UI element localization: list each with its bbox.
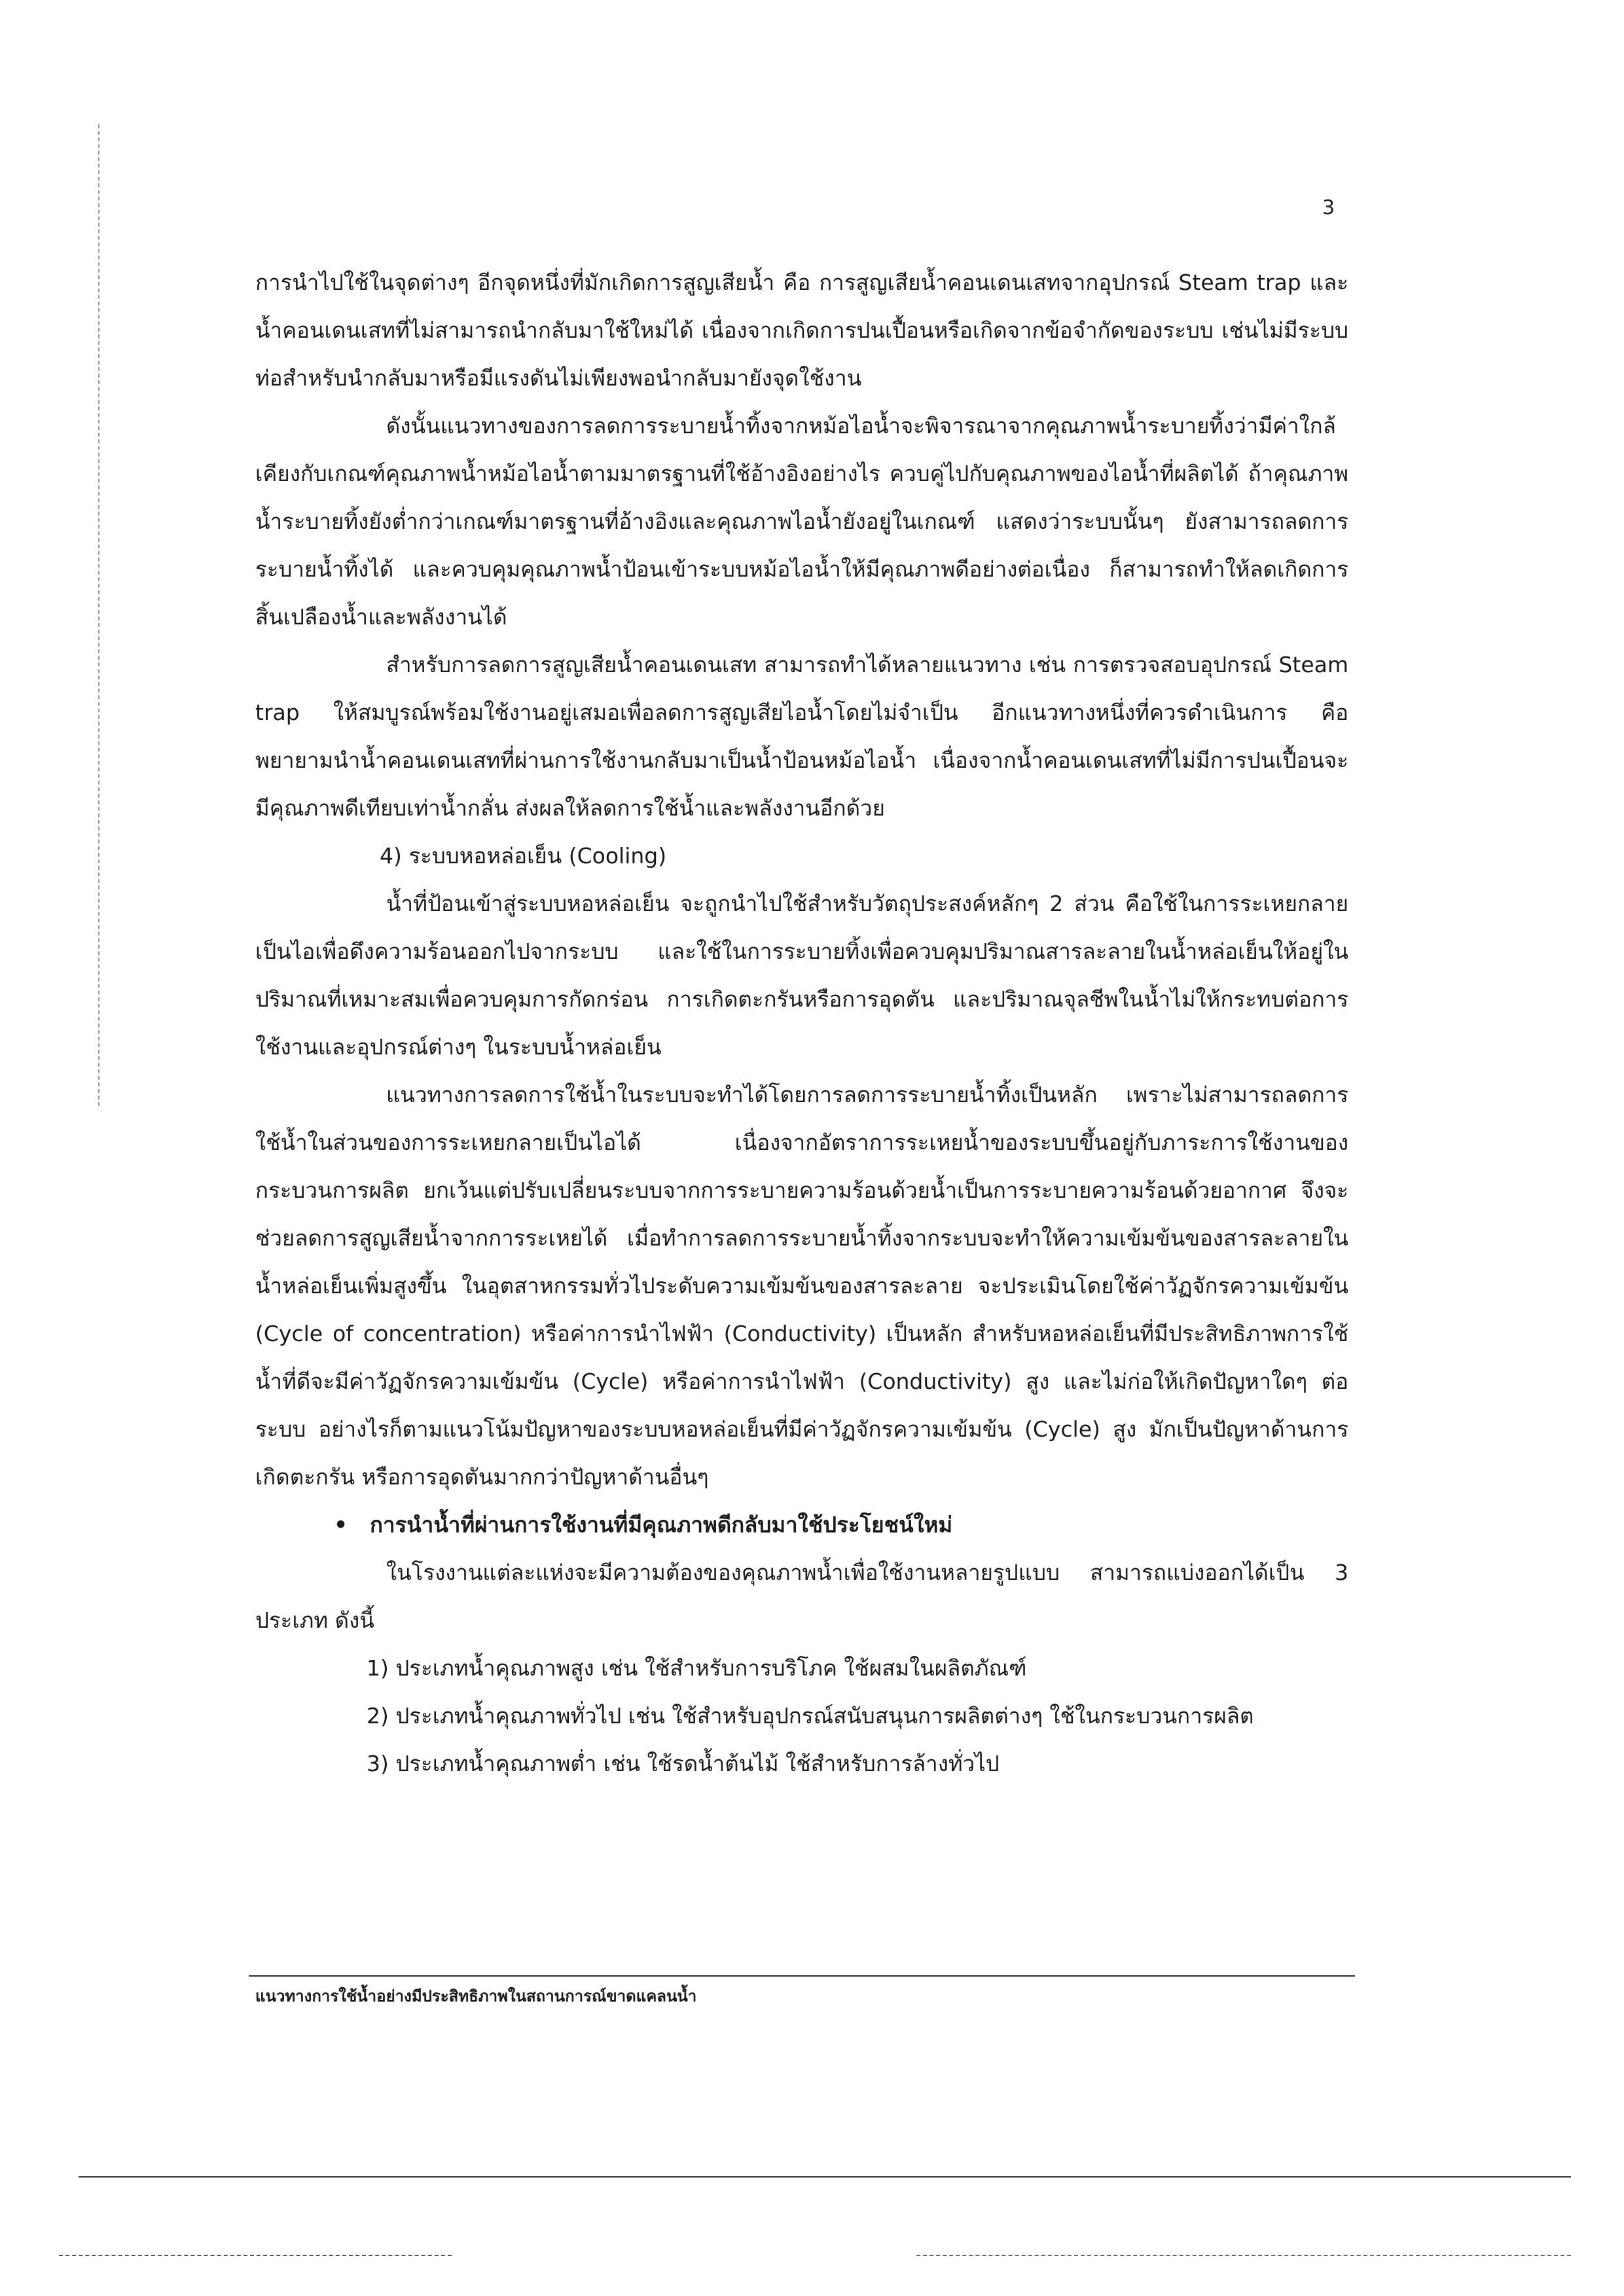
footer-divider: [249, 1975, 1355, 1977]
document-body: [255, 259, 1348, 1787]
paragraph-steam-trap-loss: การนำไปใช้ในจุดต่างๆ อีกจุดหนึ่งที่มักเกิดการสูญเสียน้ำ คือ การสูญเสียน้ำคอนเดนเสทจากอุปกรณ์ Steam trap และน้ำคอนเดนเสทที่ไม่สามารถนำกลับมาใช้ใหม่ได้ เนื่องจากเกิดการปนเปื้อนหรือเกิดจากข้อจำกัดของระบบ เช่นไม่มีระบบท่อสำหรับนำกลับมาหรือมีแรงดันไม่เพียงพอนำกลับมายังจุดใช้งาน: [255, 270, 1348, 391]
page-number: 3: [1322, 196, 1335, 219]
bullet-heading-text: การนำน้ำที่ผ่านการใช้งานที่มีคุณภาพดีกลับมาใช้ประโยชน์ใหม่: [370, 1512, 953, 1537]
list-item-general-quality: 2) ประเภทน้ำคุณภาพทั่วไป เช่น ใช้สำหรับอุปกรณ์สนับสนุนการผลิตต่างๆ ใช้ในกระบวนการผลิต: [367, 1703, 1254, 1729]
paragraph-water-quality-types: ในโรงงานแต่ละแห่งจะมีความต้องของคุณภาพน้ำเพื่อใช้งานหลายรูปแบบ สามารถแบ่งออกได้เป็น 3 ประเภท ดังนี้: [255, 1560, 1348, 1633]
bullet-icon: •: [334, 1512, 348, 1537]
list-item-low-quality: 3) ประเภทน้ำคุณภาพต่ำ เช่น ใช้รดน้ำต้นไม้ ใช้สำหรับการล้างทั่วไป: [367, 1751, 1000, 1776]
footer-title: แนวทางการใช้น้ำอย่างมีประสิทธิภาพในสถานการณ์ขาดแคลนน้ำ: [255, 1987, 697, 2005]
scan-margin-rule: [98, 124, 99, 1106]
bullet-heading-reuse: [255, 1501, 1348, 1549]
paragraph-boiler-blowdown: ดังนั้นแนวทางของการลดการระบายน้ำทิ้งจากหม้อไอน้ำจะพิจารณาจากคุณภาพน้ำระบายทิ้งว่ามีค่าใกล้เคียงกับเกณฑ์คุณภาพน้ำหม้อไอน้ำตามมาตรฐานที่ใช้อ้างอิงอย่างไร ควบคู่ไปกับคุณภาพของไอน้ำที่ผลิตได้ ถ้าคุณภาพน้ำระบายทิ้งยังต่ำกว่าเกณฑ์มาตรฐานที่อ้างอิงและคุณภาพไอน้ำยังอยู่ในเกณฑ์ แสดงว่าระบบนั้นๆ ยังสามารถลดการระบายน้ำทิ้งได้ และควบคุมคุณภาพน้ำป้อนเข้าระบบหม้อไอน้ำให้มีคุณภาพดีอย่างต่อเนื่อง ก็สามารถทำให้ลดเกิดการสิ้นเปลืองน้ำและพลังงานได้: [255, 413, 1348, 630]
paragraph-cooling-tower-use: น้ำที่ป้อนเข้าสู่ระบบหอหล่อเย็น จะถูกนำไปใช้สำหรับวัตถุประสงค์หลักๆ 2 ส่วน คือใช้ในการระเหยกลายเป็นไอเพื่อดึงความร้อนออกไปจากระบบ และใช้ในการระบายทิ้งเพื่อควบคุมปริมาณสารละลายในน้ำหล่อเย็นให้อยู่ในปริมาณที่เหมาะสมเพื่อควบคุมการกัดกร่อน การเกิดตะกรันหรือการอุดตัน และปริมาณจุลชีพในน้ำไม่ให้กระทบต่อการใช้งานและอุปกรณ์ต่างๆ ในระบบน้ำหล่อเย็น: [255, 891, 1348, 1060]
paragraph-condensate-reduction: สำหรับการลดการสูญเสียน้ำคอนเดนเสท สามารถทำได้หลายแนวทาง เช่น การตรวจสอบอุปกรณ์ Steam trap ให้สมบูรณ์พร้อมใช้งานอยู่เสมอเพื่อลดการสูญเสียไอน้ำโดยไม่จำเป็น อีกแนวทางหนึ่งที่ควรดำเนินการ คือ พยายามนำน้ำคอนเดนเสทที่ผ่านการใช้งานกลับมาเป็นน้ำป้อนหม้อไอน้ำ เนื่องจากน้ำคอนเดนเสทที่ไม่มีการปนเปื้อนจะมีคุณภาพดีเทียบเท่าน้ำกลั่น ส่งผลให้ลดการใช้น้ำและพลังงานอีกด้วย: [255, 652, 1348, 821]
list-item-high-quality: 1) ประเภทน้ำคุณภาพสูง เช่น ใช้สำหรับการบริโภค ใช้ผสมในผลิตภัณฑ์: [367, 1655, 1027, 1681]
scan-artifact-dashed-left: [59, 2255, 452, 2256]
scan-artifact-dashed-right: [916, 2255, 1571, 2256]
scan-artifact-line: [79, 2176, 1571, 2178]
section-heading-cooling: 4) ระบบหอหล่อเย็น (Cooling): [380, 843, 667, 869]
paragraph-cooling-reduction: แนวทางการลดการใช้น้ำในระบบจะทำได้โดยการลดการระบายน้ำทิ้งเป็นหลัก เพราะไม่สามารถลดการใช้น้ำในส่วนของการระเหยกลายเป็นไอได้ เนื่องจากอัตราการระเหยน้ำของระบบขึ้นอยู่กับภาระการใช้งานของกระบวนการผลิต ยกเว้นแต่ปรับเปลี่ยนระบบจากการระบายความร้อนด้วยน้ำเป็นการระบายความร้อนด้วยอากาศ จึงจะช่วยลดการสูญเสียน้ำจากการระเหยได้ เมื่อทำการลดการระบายน้ำทิ้งจากระบบจะทำให้ความเข้มข้นของสารละลายในน้ำหล่อเย็นเพิ่มสูงขึ้น ในอุตสาหกรรมทั่วไประดับความเข้มข้นของสารละลาย จะประเมินโดยใช้ค่าวัฏจักรความเข้มข้น (Cycle of concentration) หรือค่าการนำไฟฟ้า (Conductivity) เป็นหลัก สำหรับหอหล่อเย็นที่มีประสิทธิภาพการใช้น้ำที่ดีจะมีค่าวัฏจักรความเข้มข้น (Cycle) หรือค่าการนำไฟฟ้า (Conductivity) สูง และไม่ก่อให้เกิดปัญหาใดๆ ต่อระบบ อย่างไรก็ตามแนวโน้มปัญหาของระบบหอหล่อเย็นที่มีค่าวัฏจักรความเข้มข้น (Cycle) สูง มักเป็นปัญหาด้านการเกิดตะกรัน หรือการอุดตันมากกว่าปัญหาด้านอื่นๆ: [255, 1082, 1348, 1490]
